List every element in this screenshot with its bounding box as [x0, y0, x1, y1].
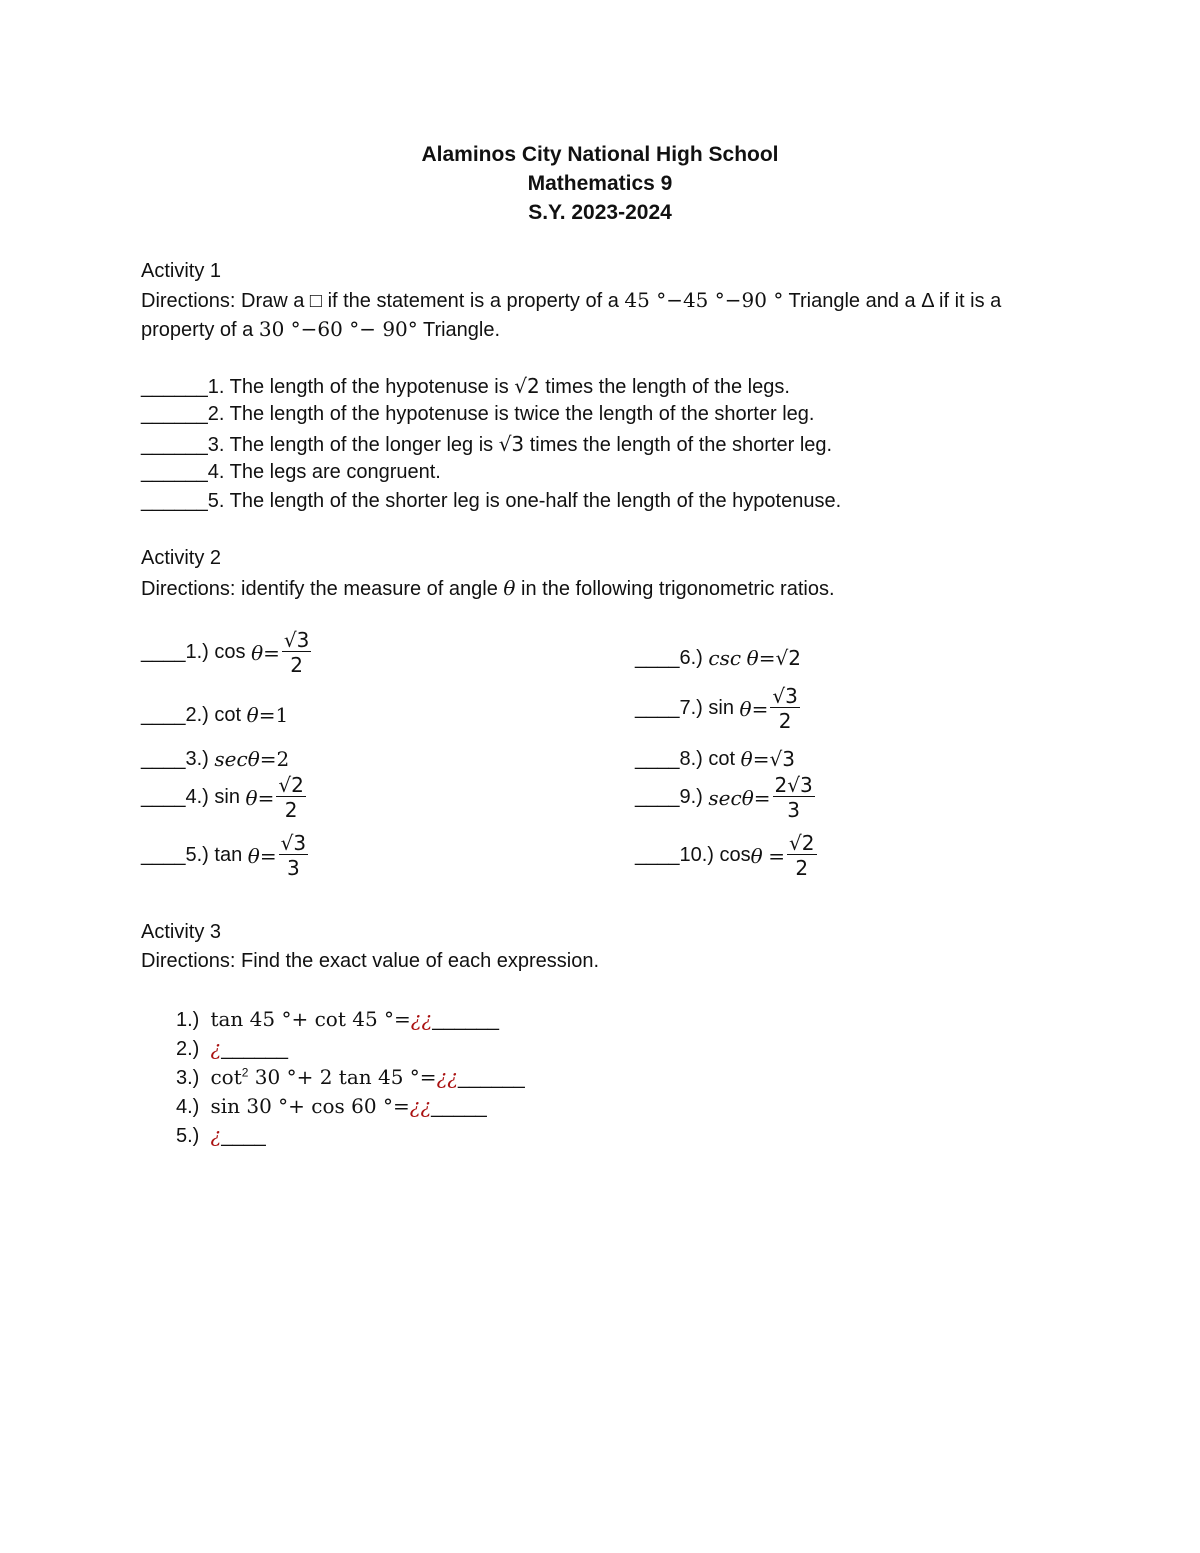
denominator: 2	[284, 798, 298, 822]
trig-function: sec	[708, 785, 742, 810]
trig-item	[141, 747, 289, 771]
triangle-30-60-90: 30 °−60 °− 90°	[258, 317, 418, 341]
trig-item	[635, 646, 801, 670]
error-glyph: ¿	[210, 1123, 222, 1147]
equals-sign: =	[257, 785, 275, 810]
numerator: 2√3	[774, 773, 813, 797]
error-glyph: ¿¿	[436, 1065, 459, 1089]
item-text: 1. The length of the hypotenuse is	[207, 376, 515, 398]
triangle-45-45-90: 45 °−45 °−90 °	[624, 288, 784, 312]
item-math: √2	[514, 374, 540, 398]
expression: tan 45 °+ cot 45 °=	[210, 1007, 411, 1031]
answer-blank[interactable]: ____	[141, 786, 186, 808]
expression-func: cot	[210, 1065, 242, 1089]
item-number: 4.)	[176, 1096, 200, 1118]
item-number: 1.)	[176, 1009, 200, 1031]
activity1-directions-text-c: property of a	[141, 319, 259, 341]
activity1-item	[141, 461, 441, 484]
school-name: Alaminos City National High School	[421, 143, 779, 166]
error-glyph: ¿	[210, 1036, 222, 1060]
item-number: 3.)	[176, 1067, 200, 1089]
item-text: 3. The length of the longer leg is	[207, 434, 499, 456]
theta-symbol: θ	[740, 747, 753, 771]
item-text: 5. The length of the shorter leg is one-half the length of the hypotenuse.	[207, 490, 842, 512]
trig-item	[141, 833, 308, 878]
fraction	[773, 775, 815, 820]
item-text-end: times the length of the legs.	[539, 376, 790, 398]
trig-item	[141, 703, 288, 727]
answer-blank[interactable]: ______	[141, 376, 208, 398]
answer-blank[interactable]: ______	[432, 1009, 499, 1031]
activity3-item	[176, 1036, 288, 1061]
activity3-item	[176, 1065, 525, 1090]
trig-function: tan	[214, 844, 243, 866]
numerator: √3	[772, 684, 798, 708]
theta-symbol: θ	[246, 703, 259, 727]
activity1-item	[141, 432, 832, 457]
theta-symbol: θ	[245, 785, 258, 810]
answer-blank[interactable]: ______	[141, 490, 208, 512]
equals-sign: =	[752, 747, 770, 771]
answer-blank[interactable]: _____	[431, 1096, 487, 1118]
denominator: 2	[778, 709, 792, 733]
error-glyph: ¿¿	[410, 1007, 433, 1031]
answer-blank[interactable]: ____	[635, 646, 680, 669]
equals-sign: =	[258, 703, 276, 727]
trig-item	[635, 833, 817, 878]
activity2-directions	[141, 576, 835, 601]
activity1-directions-text-b: Triangle and a Δ if it is a	[783, 290, 1002, 312]
activity2-directions-text-b: in the following trigonometric ratios.	[515, 578, 835, 600]
equals-sign: =	[753, 785, 771, 810]
item-number: 3.)	[185, 747, 209, 770]
trig-item	[635, 747, 795, 771]
theta-symbol: θ	[746, 646, 759, 670]
theta-symbol: θ	[247, 747, 260, 771]
answer-blank[interactable]: ____	[635, 844, 680, 866]
answer-blank[interactable]: ____	[635, 697, 680, 719]
trig-function: csc	[708, 646, 742, 670]
exponent: 2	[241, 1065, 249, 1080]
item-number: 4.)	[185, 786, 209, 808]
item-number: 5.)	[176, 1125, 200, 1147]
error-glyph: ¿¿	[409, 1094, 432, 1118]
theta-symbol: θ	[750, 843, 763, 868]
numerator: √2	[789, 831, 815, 855]
ratio-value: 2	[276, 747, 290, 771]
fraction	[276, 775, 305, 820]
trig-item	[141, 775, 306, 820]
item-text: 2. The length of the hypotenuse is twice the length of the shorter leg.	[207, 403, 815, 425]
answer-blank[interactable]: ____	[141, 844, 186, 866]
activity2-title: Activity 2	[141, 547, 222, 569]
equals-sign: =	[259, 747, 277, 771]
item-number: 6.)	[679, 646, 703, 669]
activity2-directions-text-a: Directions: identify the measure of angle	[141, 578, 504, 600]
equals-sign: =	[751, 696, 769, 721]
trig-item	[635, 775, 815, 820]
expression: sin 30 °+ cos 60 °=	[210, 1094, 410, 1118]
numerator: √3	[283, 628, 310, 652]
numerator: √3	[280, 831, 307, 855]
trig-item	[141, 630, 311, 675]
activity3-item	[176, 1123, 266, 1148]
denominator: 3	[286, 856, 300, 880]
answer-blank[interactable]: ____	[221, 1125, 266, 1147]
answer-blank[interactable]: ____	[635, 786, 680, 808]
ratio-value: 1	[275, 703, 289, 727]
answer-blank[interactable]: ______	[141, 434, 208, 456]
equals-sign: =	[768, 843, 786, 868]
answer-blank[interactable]: ______	[458, 1067, 525, 1089]
activity1-directions-text-a: Directions: Draw a □ if the statement is a property of a	[141, 290, 625, 312]
denominator: 2	[290, 653, 303, 677]
fraction	[282, 630, 311, 675]
trig-function: cot	[214, 703, 242, 726]
denominator: 2	[795, 856, 809, 880]
school-year: S.Y. 2023-2024	[528, 201, 672, 224]
theta-symbol: θ	[739, 696, 752, 721]
item-text-end: times the length of the shorter leg.	[524, 434, 833, 456]
theta-symbol: θ	[741, 785, 754, 810]
trig-function: cos	[719, 844, 751, 866]
trig-function: sin	[708, 697, 734, 719]
activity3-title: Activity 3	[141, 921, 222, 943]
activity3-item	[176, 1007, 499, 1032]
item-number: 1.)	[185, 641, 209, 663]
theta-symbol: θ	[251, 640, 264, 665]
theta-symbol: θ	[503, 576, 516, 600]
answer-blank[interactable]: ____	[141, 641, 186, 663]
answer-blank[interactable]: ____	[141, 703, 186, 726]
equals-sign: =	[263, 640, 280, 665]
answer-blank[interactable]: ______	[141, 461, 208, 483]
answer-blank[interactable]: ______	[141, 403, 208, 425]
trig-function: sec	[214, 747, 248, 771]
fraction	[279, 833, 308, 878]
item-number: 2.)	[185, 703, 209, 726]
fraction	[787, 833, 816, 878]
expression: 30 °+ 2 tan 45 °=	[248, 1065, 437, 1089]
numerator: √2	[278, 773, 304, 797]
item-number: 9.)	[679, 786, 703, 808]
trig-item	[635, 686, 800, 731]
trig-function: sin	[214, 786, 240, 808]
ratio-value: √3	[769, 747, 795, 771]
answer-blank[interactable]: ______	[221, 1038, 288, 1060]
activity3-item	[176, 1094, 487, 1119]
item-number: 2.)	[176, 1038, 200, 1060]
activity1-item	[141, 403, 814, 426]
answer-blank[interactable]: ____	[141, 747, 186, 770]
equals-sign: =	[259, 843, 277, 868]
activity1-directions-line2	[141, 317, 500, 342]
activity1-item	[141, 490, 841, 513]
trig-function: cos	[214, 641, 246, 663]
activity3-directions: Directions: Find the exact value of each expression.	[141, 950, 600, 972]
subject-title: Mathematics 9	[527, 172, 673, 195]
answer-blank[interactable]: ____	[635, 747, 680, 770]
denominator: 3	[787, 798, 800, 822]
item-math: √3	[498, 432, 525, 456]
activity1-item	[141, 374, 790, 399]
item-text: 4. The legs are congruent.	[207, 461, 441, 483]
item-number: 7.)	[679, 697, 703, 719]
activity1-title: Activity 1	[141, 260, 222, 282]
trig-function: cot	[708, 747, 736, 770]
activity1-directions-text-d: Triangle.	[417, 319, 501, 341]
activity1-directions-line1	[141, 288, 1001, 313]
equals-sign: =	[758, 646, 776, 670]
item-number: 10.)	[679, 844, 714, 866]
theta-symbol: θ	[247, 843, 260, 868]
item-number: 5.)	[185, 844, 209, 866]
item-number: 8.)	[679, 747, 703, 770]
ratio-value: √2	[775, 646, 801, 670]
fraction	[770, 686, 799, 731]
